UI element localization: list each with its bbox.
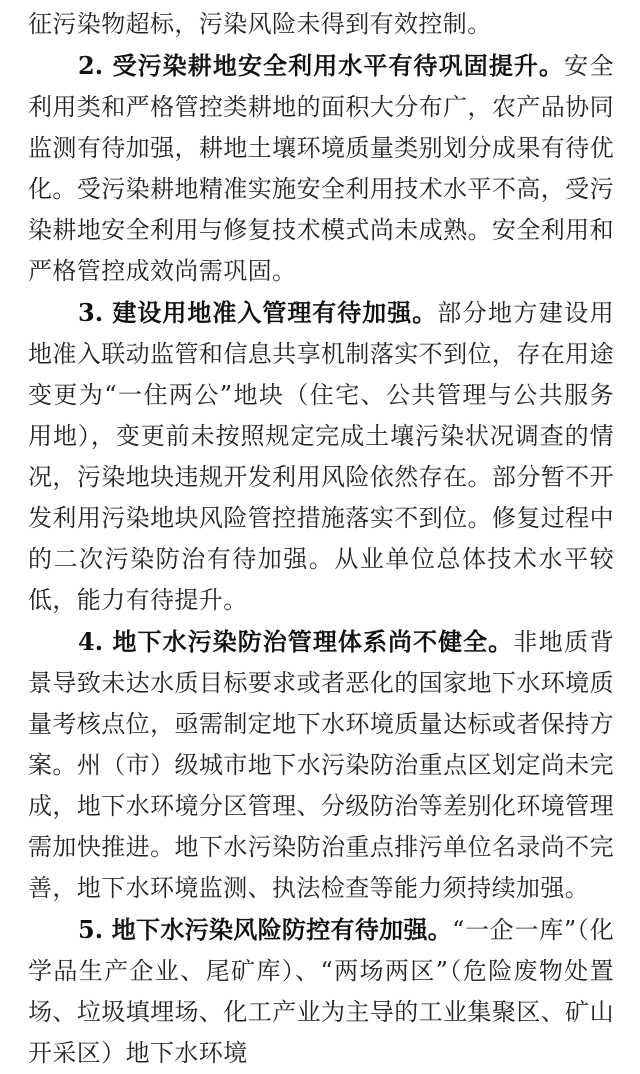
paragraph-body: “一企一库”（化学品生产企业、尾矿库）、“两场两区”（危险废物处置场、垃圾填埋场、化工产业为主导的工业集聚区、矿山开采区）地下水环境 bbox=[28, 916, 614, 1067]
paragraph-body: 安全利用类和严格管控类耕地的面积大分布广，农产品协同监测有待加强，耕地土壤环境质量类别划分成果有待优化。受污染耕地精准实施安全利用技术水平不高，受污染耕地安全利用与修复技术模式尚未成熟。安全利用和严格管控成效尚需巩固。 bbox=[28, 52, 614, 285]
paragraph-continuation bbox=[28, 4, 614, 45]
paragraph-item-2 bbox=[28, 45, 614, 292]
paragraph-item-4 bbox=[28, 621, 614, 909]
paragraph-item-3 bbox=[28, 292, 614, 621]
paragraph-heading: 5. 地下水污染风险防控有待加强。 bbox=[78, 915, 453, 944]
paragraph-body: 部分地方建设用地准入联动监管和信息共享机制落实不到位，存在用途变更为“一住两公”地块（住宅、公共管理与公共服务用地），变更前未按照规定完成土壤污染状况调查的情况，污染地块违规开发利用风险依然存在。部分暂不开发利用污染地块风险管控措施落实不到位。修复过程中的二次污染防治有待加强。从业单位总体技术水平较低，能力有待提升。 bbox=[28, 299, 614, 614]
document-page bbox=[28, 4, 614, 1074]
paragraph-body: 征污染物超标，污染风险未得到有效控制。 bbox=[28, 10, 492, 38]
paragraph-heading: 4. 地下水污染防治管理体系尚不健全。 bbox=[78, 627, 514, 656]
paragraph-item-5 bbox=[28, 909, 614, 1074]
paragraph-heading: 3. 建设用地准入管理有待加强。 bbox=[78, 298, 438, 327]
paragraph-heading: 2. 受污染耕地安全利用水平有待巩固提升。 bbox=[78, 51, 565, 80]
paragraph-body: 非地质背景导致未达水质目标要求或者恶化的国家地下水环境质量考核点位，亟需制定地下水环境质量达标或者保持方案。州（市）级城市地下水污染防治重点区划定尚未完成，地下水环境分区管理、分级防治等差别化环境管理需加快推进。地下水污染防治重点排污单位名录尚不完善，地下水环境监测、执法检查等能力须持续加强。 bbox=[28, 628, 614, 902]
